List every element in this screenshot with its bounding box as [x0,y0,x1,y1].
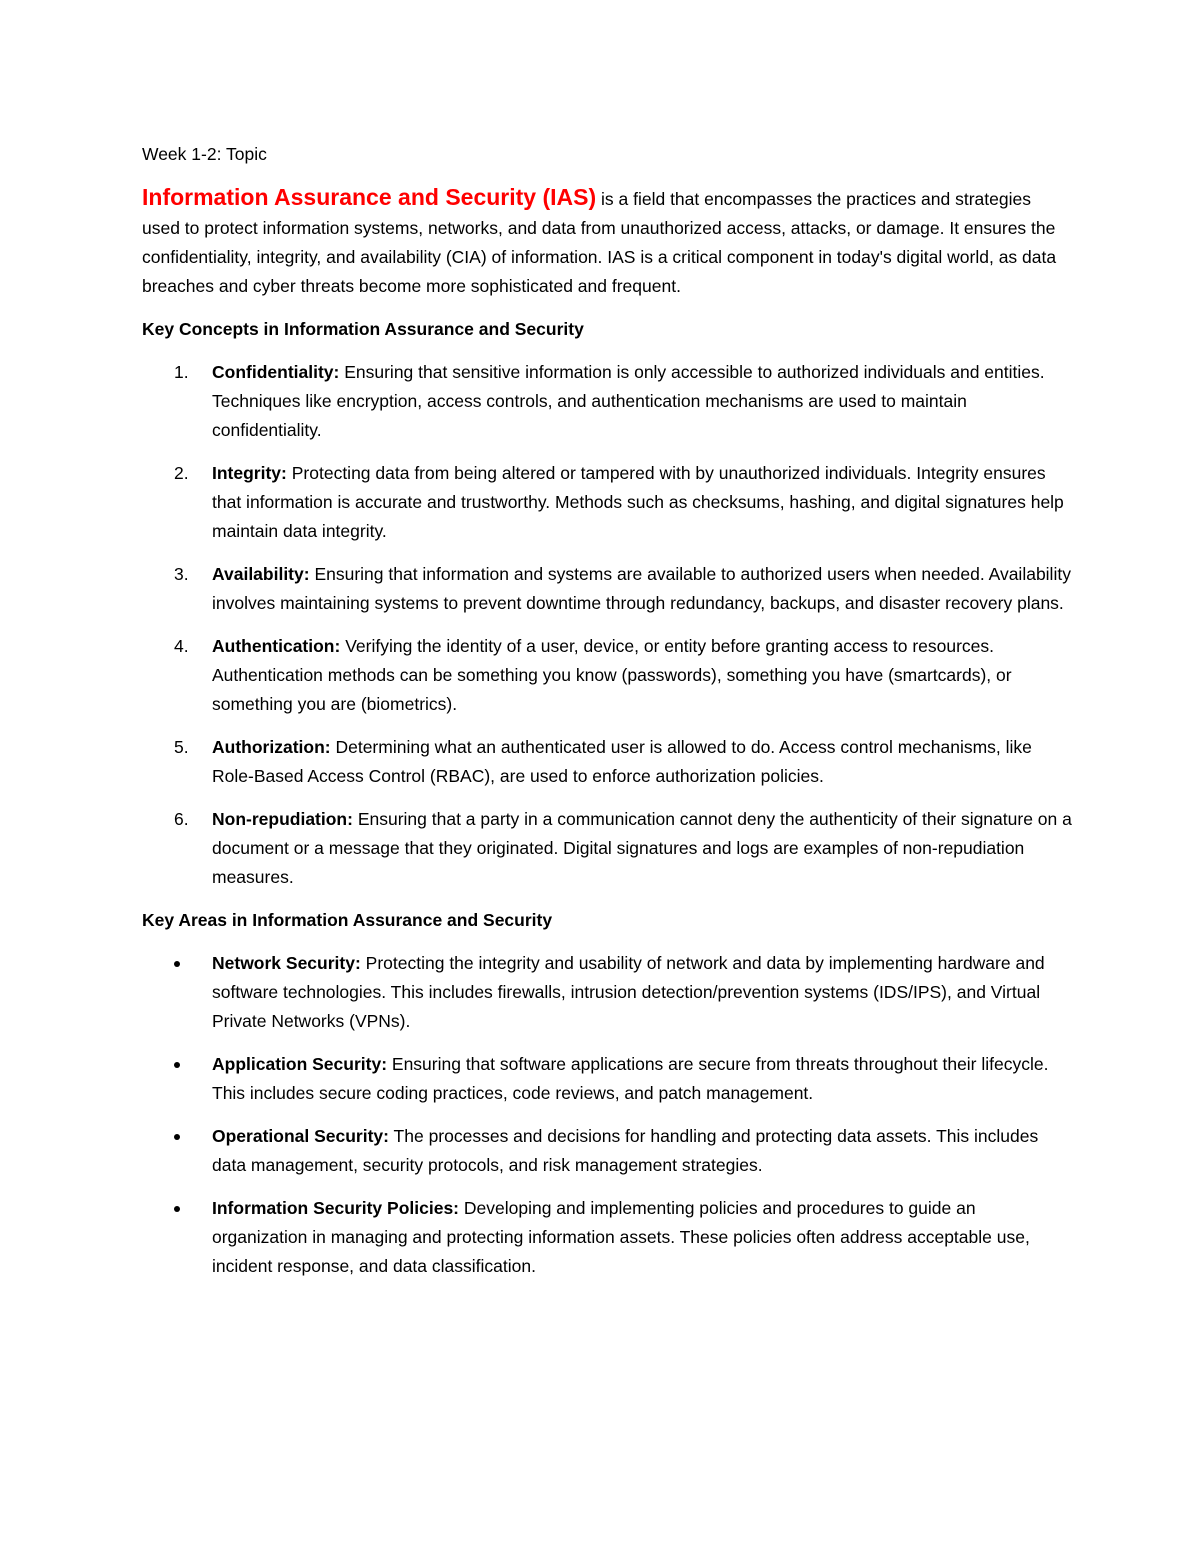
area-term: Operational Security: [212,1126,389,1146]
area-item-operational-security [142,1122,1072,1180]
concept-term: Authorization: [212,737,331,757]
list-number: 2. [174,463,189,483]
concept-item-authentication [142,632,1072,719]
area-item-application-security [142,1050,1072,1108]
document-page [142,140,1072,1281]
concept-item-authorization [142,733,1072,791]
concept-text: Verifying the identity of a user, device, or entity before granting access to resources. Authentication methods can be something you know (passwords), something you have (smartcards), or something you are (biometrics). [212,636,1012,714]
concept-term: Authentication: [212,636,341,656]
key-areas-list [142,949,1072,1281]
week-label: Week 1-2: Topic [142,144,267,164]
intro-text: is a field that encompasses the practices and strategies used to protect information systems, networks, and data from unauthorized access, attacks, or damage. It ensures the confidentiality, integrity, and availability (CIA) of information. IAS is a critical component in today's digital world, as data breaches and cyber threats become more sophisticated and frequent. [142,189,1057,296]
concept-item-availability [142,560,1072,618]
area-text: The processes and decisions for handling and protecting data assets. This includes data management, security protocols, and risk management strategies. [212,1126,1039,1175]
concept-text: Ensuring that a party in a communication cannot deny the authenticity of their signature on a document or a message that they originated. Digital signatures and logs are examples of non-repudiation measures. [212,809,1072,887]
area-text: Developing and implementing policies and procedures to guide an organization in managing and protecting information assets. These policies often address acceptable use, incident response, and data classification. [212,1198,1030,1276]
concept-text: Determining what an authenticated user is allowed to do. Access control mechanisms, like Role-Based Access Control (RBAC), are used to enforce authorization policies. [212,737,1032,786]
concept-term: Non-repudiation: [212,809,353,829]
area-item-network-security [142,949,1072,1036]
concept-term: Confidentiality: [212,362,340,382]
concept-item-confidentiality [142,358,1072,445]
intro-paragraph [142,183,1072,301]
list-number: 4. [174,636,189,656]
list-number: 3. [174,564,189,584]
area-term: Information Security Policies: [212,1198,459,1218]
list-number: 6. [174,809,189,829]
area-term: Application Security: [212,1054,388,1074]
key-areas-heading: Key Areas in Information Assurance and Security [142,910,553,930]
concept-text: Ensuring that sensitive information is only accessible to authorized individuals and entities. Techniques like encryption, access controls, and authentication mechanisms are used to maintain confidentiality. [212,362,1045,440]
list-number: 5. [174,737,189,757]
concept-item-non-repudiation [142,805,1072,892]
intro-title: Information Assurance and Security (IAS) [142,184,597,210]
bullet-icon [174,1134,180,1140]
concept-term: Integrity: [212,463,287,483]
bullet-icon [174,961,180,967]
list-number: 1. [174,362,189,382]
concept-term: Availability: [212,564,310,584]
area-text: Protecting the integrity and usability of network and data by implementing hardware and software technologies. This includes firewalls, intrusion detection/prevention systems (IDS/IPS), and Virtual Private Networks (VPNs). [212,953,1045,1031]
concept-item-integrity [142,459,1072,546]
bullet-icon [174,1206,180,1212]
area-text: Ensuring that software applications are secure from threats throughout their lifecycle. This includes secure coding practices, code reviews, and patch management. [212,1054,1049,1103]
area-term: Network Security: [212,953,361,973]
concept-text: Protecting data from being altered or tampered with by unauthorized individuals. Integrity ensures that information is accurate and trustworthy. Methods such as checksums, hashing, and digital signatures help maintain data integrity. [212,463,1064,541]
bullet-icon [174,1062,180,1068]
key-concepts-list [142,358,1072,892]
area-item-information-security-policies [142,1194,1072,1281]
concept-text: Ensuring that information and systems are available to authorized users when needed. Availability involves maintaining systems to prevent downtime through redundancy, backups, and disaster recovery plans. [212,564,1071,613]
key-concepts-heading: Key Concepts in Information Assurance and Security [142,319,584,339]
